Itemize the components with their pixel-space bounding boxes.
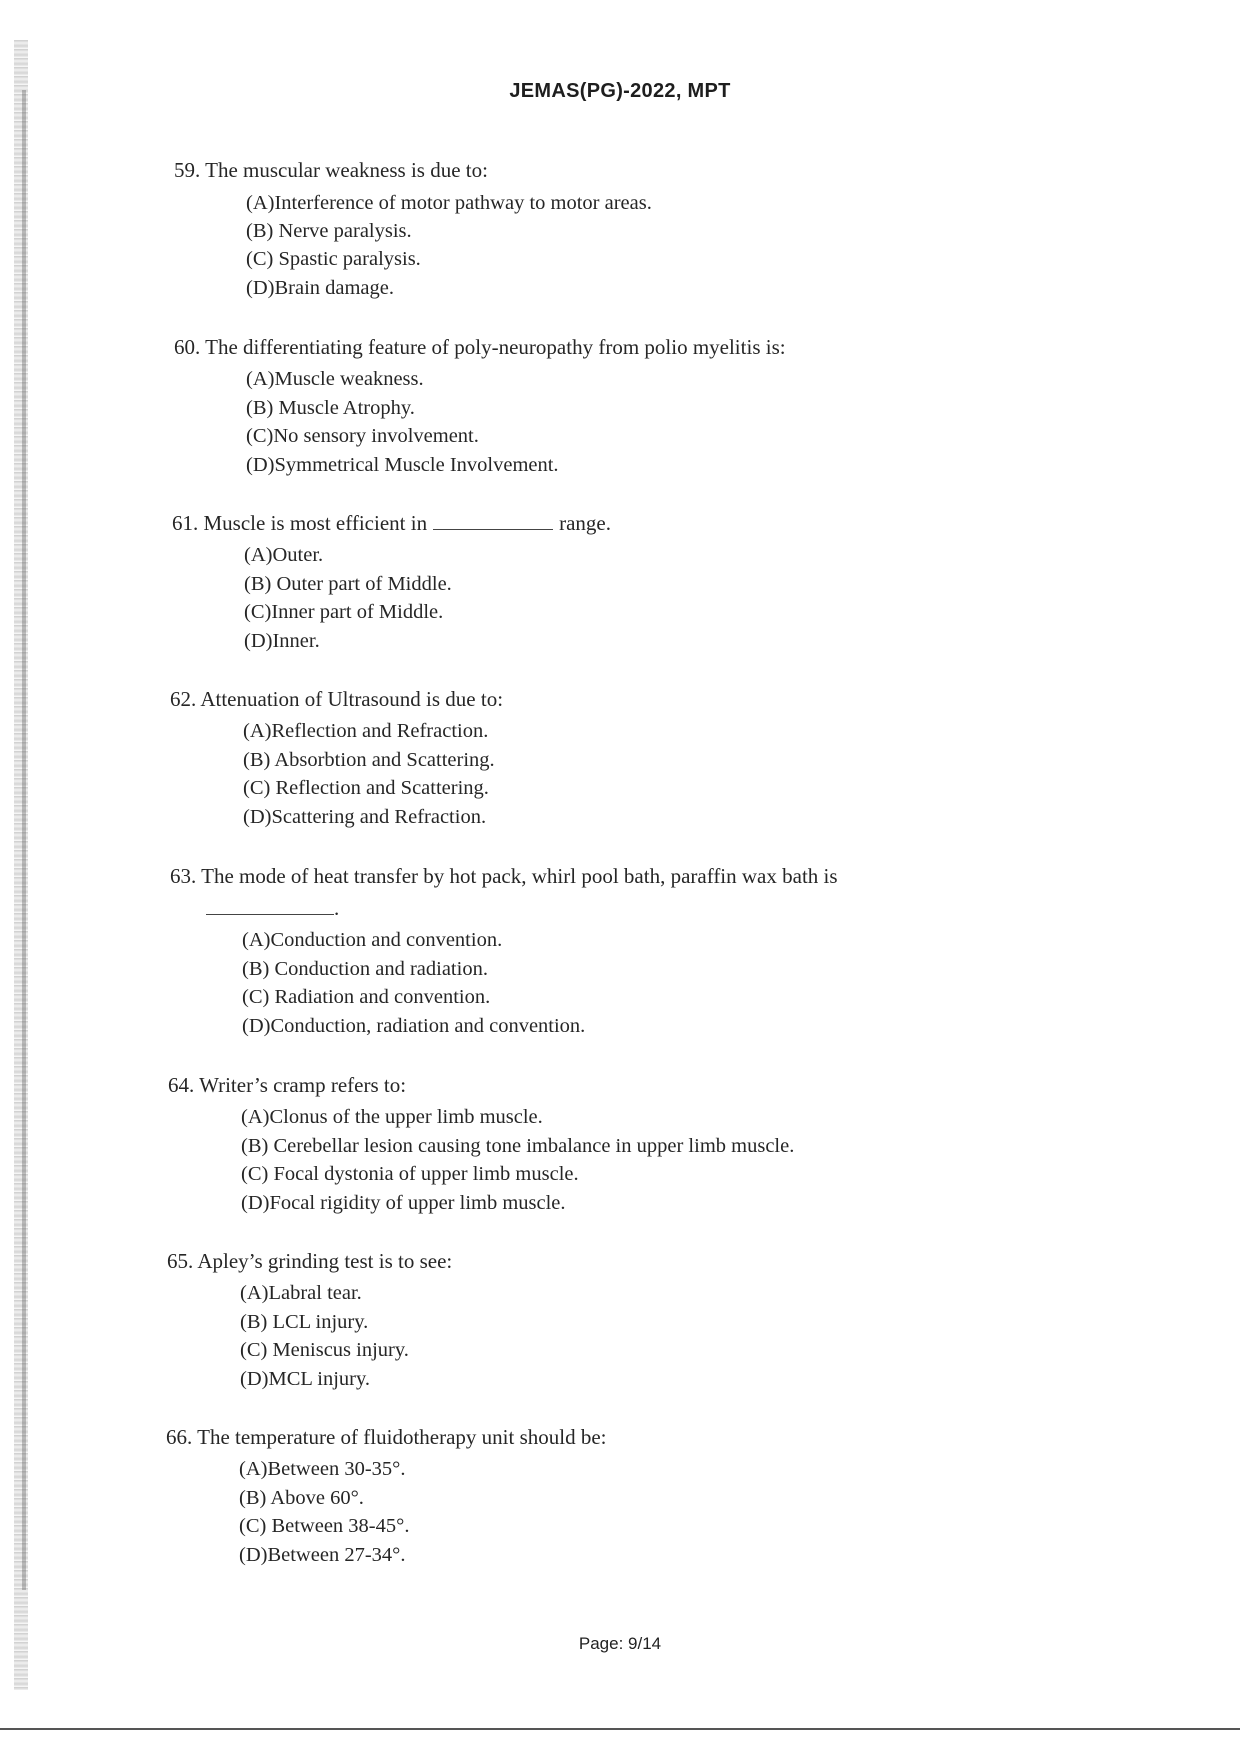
option-d — [243, 807, 486, 828]
option-text: Muscle Atrophy. — [278, 397, 415, 419]
option-text: Cerebellar lesion causing tone imbalance in upper limb muscle. — [273, 1135, 795, 1157]
option-text: Reflection and Refraction. — [271, 720, 489, 742]
option-letter: (D) — [241, 1192, 270, 1214]
option-a — [240, 1283, 362, 1304]
option-text: Nerve paralysis. — [278, 220, 412, 242]
question-stem — [168, 1075, 406, 1096]
question-text-after-blank: . — [334, 896, 340, 920]
question-stem — [174, 337, 786, 358]
option-b — [239, 1488, 364, 1509]
option-text: Between 30-35°. — [267, 1458, 406, 1480]
answer-blank — [206, 898, 334, 915]
option-a — [241, 1107, 543, 1128]
option-letter: (D) — [240, 1368, 269, 1390]
option-letter: (B) — [242, 958, 270, 980]
option-text: No sensory involvement. — [273, 425, 479, 447]
question-stem — [167, 1251, 452, 1272]
question-number: 59. — [174, 158, 201, 182]
option-b — [240, 1312, 368, 1333]
option-letter: (A) — [239, 1458, 268, 1480]
option-letter: (C) — [243, 777, 271, 799]
option-d — [240, 1369, 370, 1390]
option-a — [239, 1459, 405, 1480]
option-a — [246, 193, 652, 214]
option-letter: (B) — [240, 1311, 268, 1333]
question-text: Apley’s grinding test is to see: — [197, 1249, 453, 1273]
scan-edge-artifact-line — [22, 90, 26, 1590]
option-text: Scattering and Refraction. — [271, 806, 487, 828]
option-letter: (B) — [243, 749, 271, 771]
question-number: 62. — [170, 687, 197, 711]
question-text: The muscular weakness is due to: — [205, 158, 488, 182]
option-letter: (D) — [246, 277, 275, 299]
question-number: 61. — [172, 511, 199, 535]
option-b — [241, 1136, 794, 1157]
question-stem — [174, 160, 488, 181]
option-text: Radiation and convention. — [274, 986, 491, 1008]
option-letter: (A) — [240, 1282, 269, 1304]
option-b — [246, 398, 415, 419]
question-stem — [172, 513, 611, 534]
option-d — [241, 1193, 566, 1214]
question-stem — [166, 1427, 607, 1448]
option-letter: (A) — [244, 544, 273, 566]
option-d — [244, 631, 320, 652]
option-letter: (C) — [242, 986, 270, 1008]
option-letter: (A) — [243, 720, 272, 742]
option-c — [246, 426, 479, 447]
option-text: Clonus of the upper limb muscle. — [269, 1106, 543, 1128]
option-d — [246, 278, 394, 299]
option-letter: (D) — [246, 454, 275, 476]
option-letter: (C) — [241, 1163, 269, 1185]
question-number: 66. — [166, 1425, 193, 1449]
option-c — [240, 1340, 409, 1361]
option-text: Inner. — [272, 630, 320, 652]
option-text: Brain damage. — [274, 277, 395, 299]
option-text: Labral tear. — [268, 1282, 362, 1304]
option-text: Outer. — [272, 544, 324, 566]
option-text: Interference of motor pathway to motor areas. — [274, 192, 652, 214]
question-text: Writer’s cramp refers to: — [199, 1073, 407, 1097]
option-letter: (D) — [244, 630, 273, 652]
option-text: Spastic paralysis. — [278, 248, 421, 270]
question-number: 60. — [174, 335, 201, 359]
option-text: Between 38-45°. — [271, 1515, 410, 1537]
question-text: The differentiating feature of poly-neuropathy from polio myelitis is: — [205, 335, 786, 359]
option-letter: (B) — [241, 1135, 269, 1157]
option-letter: (D) — [239, 1544, 268, 1566]
option-c — [244, 602, 443, 623]
option-text: LCL injury. — [272, 1311, 369, 1333]
option-text: Conduction, radiation and convention. — [270, 1015, 586, 1037]
option-text: Outer part of Middle. — [276, 573, 452, 595]
option-b — [243, 750, 495, 771]
option-c — [243, 778, 489, 799]
option-letter: (B) — [239, 1487, 267, 1509]
option-c — [242, 987, 490, 1008]
option-letter: (C) — [246, 425, 274, 447]
question-number: 63. — [170, 864, 197, 888]
page-header-title: JEMAS(PG)-2022, MPT — [509, 80, 731, 102]
option-letter: (A) — [242, 929, 271, 951]
option-text: Inner part of Middle. — [271, 601, 444, 623]
option-letter: (B) — [246, 397, 274, 419]
question-continuation — [206, 898, 339, 919]
question-stem — [170, 689, 503, 710]
option-text: Reflection and Scattering. — [275, 777, 489, 799]
option-c — [246, 249, 421, 270]
option-letter: (D) — [242, 1015, 271, 1037]
option-a — [243, 721, 488, 742]
option-letter: (D) — [243, 806, 272, 828]
question-text: Attenuation of Ultrasound is due to: — [200, 687, 504, 711]
option-text: Symmetrical Muscle Involvement. — [274, 454, 559, 476]
option-letter: (A) — [246, 192, 275, 214]
option-text: Between 27-34°. — [267, 1544, 406, 1566]
option-text: MCL injury. — [268, 1368, 371, 1390]
option-letter: (A) — [246, 368, 275, 390]
option-d — [242, 1016, 585, 1037]
option-a — [242, 930, 502, 951]
option-d — [239, 1545, 405, 1566]
option-a — [246, 369, 424, 390]
option-c — [241, 1164, 579, 1185]
option-text: Absorbtion and Scattering. — [274, 749, 495, 771]
page-number: Page: 9/14 — [578, 1634, 662, 1653]
question-text-after-blank: range. — [559, 511, 611, 535]
option-text: Conduction and radiation. — [274, 958, 488, 980]
option-letter: (B) — [246, 220, 274, 242]
option-letter: (B) — [244, 573, 272, 595]
answer-blank — [433, 513, 553, 530]
option-letter: (C) — [246, 248, 274, 270]
question-stem — [170, 866, 838, 887]
option-b — [244, 574, 452, 595]
option-a — [244, 545, 323, 566]
question-number: 64. — [168, 1073, 195, 1097]
option-text: Focal dystonia of upper limb muscle. — [273, 1163, 579, 1185]
option-text: Above 60°. — [270, 1487, 364, 1509]
option-text: Meniscus injury. — [272, 1339, 409, 1361]
option-d — [246, 455, 559, 476]
option-c — [239, 1516, 409, 1537]
option-text: Muscle weakness. — [274, 368, 424, 390]
question-number: 65. — [167, 1249, 194, 1273]
question-text: The mode of heat transfer by hot pack, whirl pool bath, paraffin wax bath is — [201, 864, 838, 888]
question-text: Muscle is most efficient in — [203, 511, 428, 535]
bottom-divider — [0, 1728, 1240, 1730]
option-text: Focal rigidity of upper limb muscle. — [269, 1192, 566, 1214]
option-text: Conduction and convention. — [270, 929, 503, 951]
option-letter: (C) — [244, 601, 272, 623]
question-text: The temperature of fluidotherapy unit should be: — [197, 1425, 607, 1449]
option-letter: (C) — [239, 1515, 267, 1537]
option-b — [242, 959, 488, 980]
option-letter: (A) — [241, 1106, 270, 1128]
option-letter: (C) — [240, 1339, 268, 1361]
option-b — [246, 221, 412, 242]
